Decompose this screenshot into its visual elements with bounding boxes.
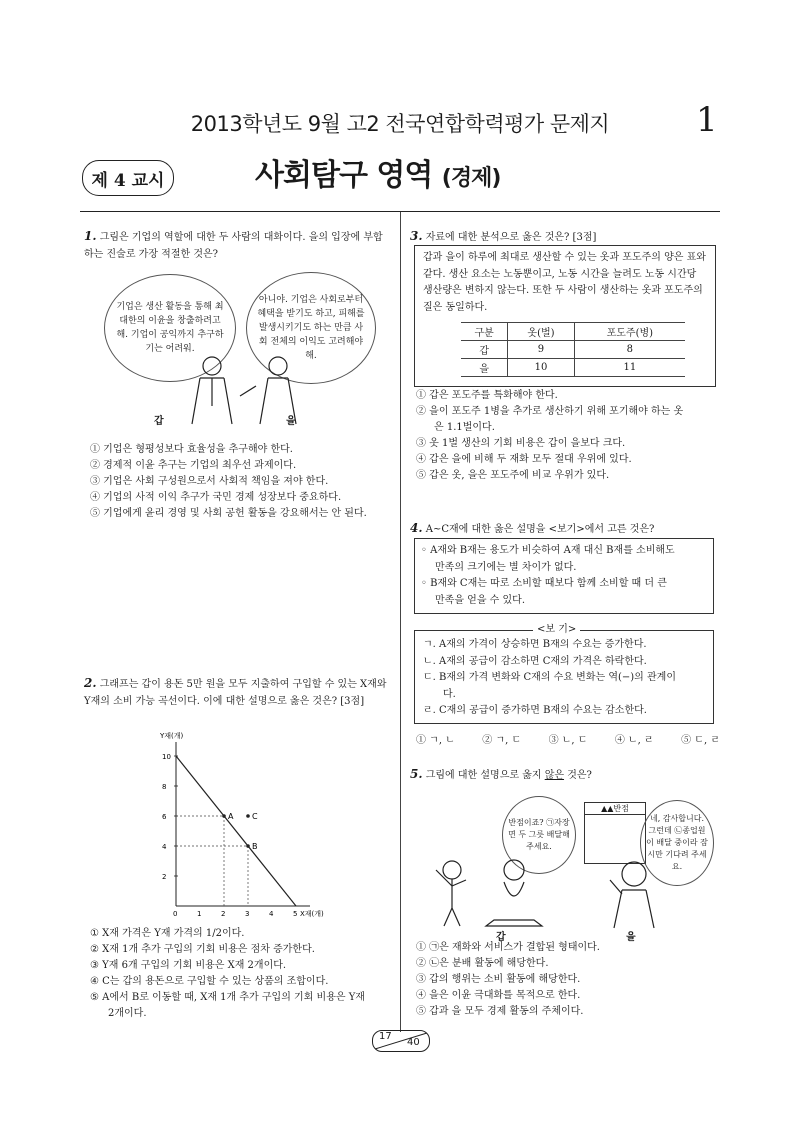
q1-illustration — [96, 272, 392, 432]
q3-number: 3. — [410, 229, 423, 243]
y-tick-label: 8 — [162, 783, 167, 791]
subject-paren: (경제) — [441, 166, 501, 191]
table-header: 옷(벌) — [508, 323, 574, 341]
q3-option[interactable]: ② 을이 포도주 1병을 추가로 생산하기 위해 포기해야 하는 옷 — [416, 406, 684, 417]
point-C — [246, 814, 250, 818]
point-B — [246, 844, 250, 848]
q4-bogi-box — [414, 624, 714, 724]
q5-label-gap: 갑 — [496, 932, 506, 943]
point-A — [222, 814, 226, 818]
q3-option[interactable]: ③ 옷 1벌 생산의 기회 비용은 갑이 을보다 크다. — [416, 438, 626, 449]
x-tick-label: 3 — [245, 910, 250, 918]
q3-table — [461, 322, 685, 377]
x-tick-label: 5 — [293, 910, 298, 918]
q1-option[interactable]: ⑤ 기업에게 윤리 경영 및 사회 공헌 활동을 강요해서는 안 된다. — [90, 508, 367, 519]
q1-option[interactable]: ③ 기업은 사회 구성원으로서 사회적 책임을 져야 한다. — [90, 476, 329, 487]
q2-option[interactable]: ① X재 가격은 Y재 가격의 1/2이다. — [90, 928, 245, 939]
q1-options — [90, 442, 394, 522]
bogi-item: ㄴ. A재의 공급이 감소하면 C재의 가격은 하락한다. — [423, 655, 647, 667]
q2-option[interactable]: ④ C는 갑의 용돈으로 구입할 수 있는 상품의 조합이다. — [90, 976, 329, 987]
budget-line-chart — [150, 730, 330, 920]
q4-answer[interactable]: ① ㄱ, ㄴ — [416, 735, 455, 746]
period-label: 제 4 교시 — [91, 170, 165, 191]
q3-options — [416, 388, 720, 484]
page-total: 40 — [407, 1037, 420, 1048]
q1-option[interactable]: ② 경제적 이윤 추구는 기업의 최우선 과제이다. — [90, 460, 297, 471]
q2-stem — [84, 675, 392, 710]
q1-label-eul: 을 — [286, 416, 296, 427]
q4-box-line: 만족의 크기에는 별 차이가 없다. — [435, 561, 577, 573]
table-cell: 을 — [461, 359, 508, 377]
x-tick-label: 2 — [221, 910, 226, 918]
bogi-item: ㄷ. B재의 가격 변화와 C재의 수요 변화는 역(−)의 관계이 — [423, 672, 676, 683]
q1-option[interactable]: ① 기업은 형평성보다 효율성을 추구해야 한다. — [90, 444, 293, 455]
q5-people-drawing — [424, 850, 704, 930]
q5-illustration — [414, 790, 714, 943]
table-row — [461, 359, 685, 377]
table-cell: 갑 — [461, 341, 508, 359]
q1-stem — [84, 228, 392, 263]
q3-box-text: 갑과 을이 하루에 최대로 생산할 수 있는 옷과 포도주의 양은 표와 같다. 생산 요소는 노동뿐이고, 노동 시간을 늘려도 노동 시간당 생산량은 변하지 않는다. 또한 두 사람이 생산하는 옷과 포도주의 질은 동일하다. — [423, 252, 706, 313]
table-cell: 11 — [574, 359, 685, 377]
table-cell: 10 — [508, 359, 574, 377]
table-cell: 8 — [574, 341, 685, 359]
bogi-item: ㄹ. C재의 공급이 증가하면 B재의 수요는 감소한다. — [423, 705, 647, 716]
page-current: 17 — [379, 1031, 392, 1042]
y-tick-label: 2 — [162, 873, 167, 881]
q1-people-drawing — [156, 356, 336, 428]
q4-answer[interactable]: ② ㄱ, ㄷ — [482, 735, 522, 746]
y-tick-label: 10 — [162, 753, 171, 761]
q3-option[interactable]: ① 갑은 포도주를 특화해야 한다. — [416, 390, 558, 401]
q4-stem — [410, 520, 718, 539]
q5-options — [416, 940, 720, 1020]
q4-info-box — [414, 538, 714, 614]
q1-text: 그림은 기업의 역할에 대한 두 사람의 대화이다. 을의 입장에 부합하는 진술로 가장 적절한 것은? — [84, 232, 383, 260]
bogi-item: ㄱ. A재의 가격이 상승하면 B재의 수요는 증가한다. — [423, 639, 647, 650]
point-label: B — [252, 842, 258, 851]
q5-option[interactable]: ② ㉡은 분배 활동에 해당한다. — [416, 958, 549, 969]
y-tick-label: 6 — [162, 813, 167, 821]
subject-name: 사회탐구 영역 — [255, 158, 433, 193]
q3-text: 자료에 대한 분석으로 옳은 것은? [3점] — [425, 232, 597, 243]
q3-data-box — [414, 245, 716, 387]
period-badge — [82, 160, 174, 196]
bogi-label: <보 기> — [533, 622, 580, 639]
q5-bubble-eul: 네, 감사합니다. 그런데 ㉡종업원이 배달 중이라 잠시만 기다려 주세요. — [640, 800, 714, 886]
q5-option[interactable]: ① ㉠은 재화와 서비스가 결합된 형태이다. — [416, 942, 600, 953]
q5-text-underline: 않은 — [544, 770, 565, 781]
budget-line — [176, 756, 296, 906]
x-tick-label: 4 — [269, 910, 274, 918]
y-tick-label: 4 — [162, 843, 167, 851]
q2-option[interactable]: ② X재 1개 추가 구입의 기회 비용은 점차 증가한다. — [90, 944, 315, 955]
q5-shop-sign: ▲▲반점 — [585, 803, 645, 815]
q2-option-cont: 2개이다. — [108, 1008, 147, 1019]
q3-option[interactable]: ⑤ 갑은 옷, 을은 포도주에 비교 우위가 있다. — [416, 470, 610, 481]
table-header: 포도주(병) — [574, 323, 685, 341]
column-divider — [400, 212, 401, 1032]
q3-option[interactable]: ④ 갑은 을에 비해 두 재화 모두 절대 우위에 있다. — [416, 454, 632, 465]
x-tick-label: 1 — [197, 910, 202, 918]
q4-box-line: ◦ B재와 C재는 따로 소비할 때보다 함께 소비할 때 더 큰 — [421, 578, 667, 589]
table-row — [461, 341, 685, 359]
q5-number: 5. — [410, 767, 423, 781]
y-axis-label: Y재(개) — [160, 732, 184, 740]
q5-stem — [410, 766, 718, 785]
x-axis-label: X재(개) — [300, 910, 324, 918]
q5-label-eul: 을 — [626, 932, 636, 943]
table-header-row — [461, 323, 685, 341]
q4-box-line: 만족을 얻을 수 있다. — [435, 594, 525, 606]
table-header: 구분 — [461, 323, 508, 341]
exam-title: 2013학년도 9월 고2 전국연합학력평가 문제지 — [190, 112, 610, 136]
q1-number: 1. — [84, 229, 97, 243]
q1-bubble-gap: 기업은 생산 활동을 통해 최대한의 이윤을 창출하려고 해. 기업이 공익까지 추구하기는 어려워. — [104, 274, 236, 382]
q4-text: A~C재에 대한 옳은 설명을 <보기>에서 고른 것은? — [425, 524, 655, 535]
q4-answer[interactable]: ③ ㄴ, ㄷ — [548, 735, 588, 746]
q5-text-post: 것은? — [564, 770, 592, 781]
x-tick-label: 0 — [173, 910, 178, 918]
q5-option[interactable]: ③ 갑의 행위는 소비 활동에 해당한다. — [416, 974, 581, 985]
q4-answer[interactable]: ⑤ ㄷ, ㄹ — [681, 735, 720, 746]
q5-text-pre: 그림에 대한 설명으로 옳지 — [425, 770, 545, 781]
q5-option[interactable]: ⑤ 갑과 을 모두 경제 활동의 주체이다. — [416, 1006, 584, 1017]
q2-number: 2. — [84, 676, 97, 690]
q2-option[interactable]: ③ Y재 6개 구입의 기회 비용은 X재 2개이다. — [90, 960, 287, 971]
bogi-item-cont: 다. — [443, 688, 456, 700]
q2-option[interactable]: ⑤ A에서 B로 이동할 때, X재 1개 추가 구입의 기회 비용은 Y재 — [90, 992, 365, 1003]
q5-bubble-gap: 반점이죠? ㉠자장면 두 그릇 배달해 주세요. — [502, 796, 576, 874]
point-label: C — [252, 812, 258, 821]
q4-answers — [416, 733, 720, 749]
q2-text: 그래프는 갑이 용돈 5만 원을 모두 지출하여 구입할 수 있는 X재와 Y재의 소비 가능 곡선이다. 이에 대한 설명으로 옳은 것은? [3점] — [84, 679, 387, 707]
q1-bubble-eul: 아니야. 기업은 사회로부터 혜택을 받기도 하고, 피해를 발생시키기도 하는 만큼 사회 전체의 이익도 고려해야 해. — [246, 272, 376, 384]
q4-answer[interactable]: ④ ㄴ, ㄹ — [614, 735, 654, 746]
q1-label-gap: 갑 — [154, 416, 164, 427]
q3-option-cont: 은 1.1벌이다. — [434, 422, 495, 433]
page-indicator — [372, 1030, 430, 1052]
point-label: A — [228, 812, 234, 821]
q1-option[interactable]: ④ 기업의 사적 이익 추구가 국민 경제 성장보다 중요하다. — [90, 492, 342, 503]
q4-box-line: ◦ A재와 B재는 용도가 비슷하여 A재 대신 B재를 소비해도 — [421, 545, 675, 556]
table-cell: 9 — [508, 341, 574, 359]
q4-number: 4. — [410, 521, 423, 535]
q5-option[interactable]: ④ 을은 이윤 극대화를 목적으로 한다. — [416, 990, 581, 1001]
q3-stem — [410, 228, 718, 247]
q2-options — [90, 926, 394, 1022]
page-number: 1 — [696, 100, 718, 140]
subject-title — [255, 150, 500, 194]
